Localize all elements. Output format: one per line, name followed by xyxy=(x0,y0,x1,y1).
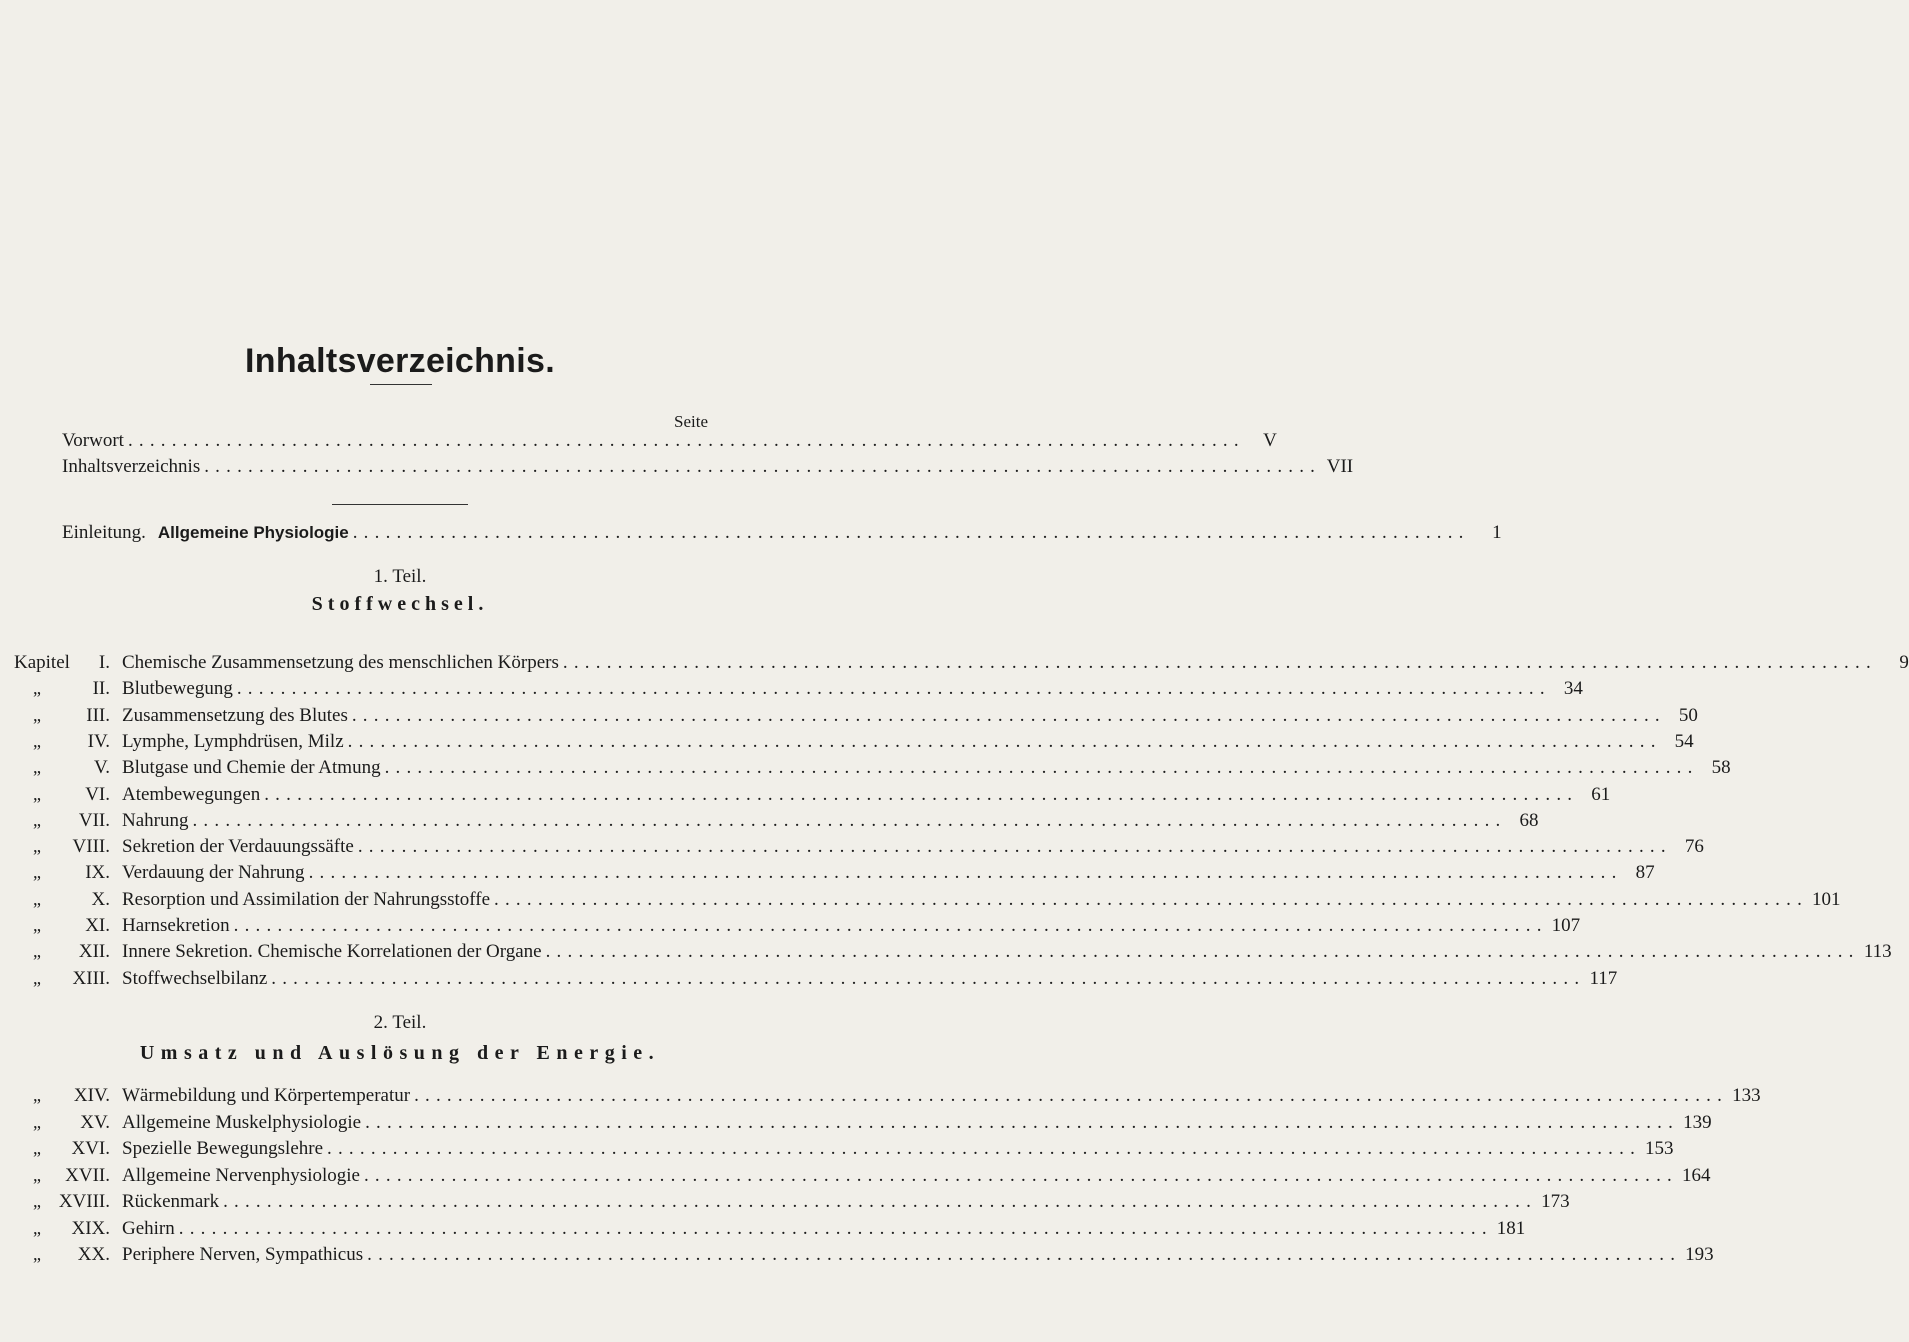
title-divider xyxy=(370,384,432,385)
chapter-number: X. xyxy=(91,888,110,910)
chapter-number: VII. xyxy=(78,809,110,831)
kapitel-label: Kapitel xyxy=(14,652,70,673)
toc-entry-page: 76 xyxy=(1684,836,1704,858)
toc-entry-label: Vorwort xyxy=(62,430,124,451)
toc-entry-prefix: Einleitung. xyxy=(62,522,146,543)
part2-heading: 2. Teil. xyxy=(373,1012,427,1033)
ditto-mark: „ xyxy=(33,915,41,935)
toc-entry[interactable] xyxy=(122,783,1611,806)
leader-dots: ........................................................................................................................ xyxy=(308,862,1623,884)
page-column-header: Seite xyxy=(674,412,708,431)
toc-entry-label: Gehirn xyxy=(122,1217,175,1239)
toc-entry-page: 173 xyxy=(1541,1191,1570,1212)
toc-entry[interactable] xyxy=(122,1085,1761,1107)
toc-entry-label: Lymphe, Lymphdrüsen, Milz xyxy=(122,730,344,752)
chapter-number: II. xyxy=(92,678,110,700)
ditto-mark: „ xyxy=(33,1217,41,1238)
toc-entry-page: 181 xyxy=(1496,1217,1526,1239)
toc-entry-page: 34 xyxy=(1563,678,1583,700)
ditto-mark: „ xyxy=(33,967,41,988)
leader-dots: ...................................................................................................... xyxy=(204,456,1322,477)
toc-entry-inhaltsverzeichnis[interactable] xyxy=(62,456,1354,478)
toc-entry-page: 133 xyxy=(1732,1085,1761,1106)
chapter-number: VIII. xyxy=(72,836,110,858)
toc-entry[interactable] xyxy=(122,678,1583,700)
ditto-mark: „ xyxy=(33,888,41,909)
toc-entry[interactable] xyxy=(122,1138,1674,1160)
leader-dots: ........................................................................................................................ xyxy=(327,1138,1642,1159)
toc-entry-einleitung[interactable] xyxy=(62,522,1502,544)
toc-entry-vorwort[interactable] xyxy=(62,430,1277,452)
toc-entry-page: 1 xyxy=(1492,522,1502,543)
chapter-number: VI. xyxy=(85,783,110,805)
toc-entry[interactable] xyxy=(122,862,1655,884)
toc-entry-page: 50 xyxy=(1678,704,1698,726)
part1-heading: 1. Teil. xyxy=(373,566,427,587)
chapter-number: XIX. xyxy=(71,1217,110,1239)
toc-entry[interactable] xyxy=(122,757,1731,779)
toc-entry-page: 139 xyxy=(1683,1111,1712,1133)
ditto-mark: „ xyxy=(33,809,41,830)
toc-entry-page: 61 xyxy=(1591,783,1611,805)
toc-entry-label: Spezielle Bewegungslehre xyxy=(122,1138,324,1159)
ditto-mark: „ xyxy=(33,730,41,751)
leader-dots: ........................................................................................................................ xyxy=(236,678,1551,700)
toc-entry-label: Nahrung xyxy=(122,809,189,831)
toc-entry[interactable] xyxy=(122,967,1618,990)
leader-dots: ........................................................................................................................ xyxy=(351,704,1666,726)
toc-entry[interactable] xyxy=(122,1217,1526,1240)
toc-entry-label: Rückenmark xyxy=(122,1191,220,1212)
toc-entry[interactable] xyxy=(122,704,1698,727)
chapter-number: I. xyxy=(98,652,110,673)
toc-entry-page: 87 xyxy=(1635,862,1655,884)
leader-dots: ........................................................................................................................ xyxy=(271,967,1586,989)
leader-dots: ........................................................................................................................ xyxy=(357,836,1672,858)
chapter-number: XIII. xyxy=(72,967,110,989)
chapter-number: XII. xyxy=(78,941,110,963)
leader-dots: ........................................................................................................................ xyxy=(562,652,1877,673)
ditto-mark: „ xyxy=(33,757,41,778)
ditto-mark: „ xyxy=(33,1244,41,1264)
toc-entry[interactable] xyxy=(122,809,1539,832)
chapter-number: IX. xyxy=(85,862,110,884)
ditto-mark: „ xyxy=(33,862,41,883)
leader-dots: ........................................................................................................................ xyxy=(192,809,1507,831)
leader-dots: ........................................................................................................................ xyxy=(347,730,1662,752)
ditto-mark: „ xyxy=(33,1138,41,1158)
leader-dots: ........................................................................................................................ xyxy=(178,1217,1493,1239)
ditto-mark: „ xyxy=(33,783,41,804)
ditto-mark: „ xyxy=(33,1111,41,1132)
leader-dots: ........................................................................................................................ xyxy=(264,783,1579,805)
toc-entry-label: Allgemeine Physiologie xyxy=(157,523,349,542)
toc-entry-label: Chemische Zusammensetzung des menschlichen Körpers xyxy=(122,652,559,673)
chapter-number: XI. xyxy=(85,915,110,936)
toc-entry-label: Inhaltsverzeichnis xyxy=(62,456,201,477)
chapter-number: III. xyxy=(86,704,110,726)
toc-entry[interactable] xyxy=(122,1111,1712,1134)
toc-entry-label: Resorption und Assimilation der Nahrungsstoffe xyxy=(122,888,491,910)
ditto-mark: „ xyxy=(33,1164,41,1185)
toc-entry-page: 193 xyxy=(1685,1244,1714,1265)
leader-dots: ........................................................................................................................ xyxy=(545,941,1860,963)
leader-dots: ...................................................................................................... xyxy=(127,430,1245,451)
toc-entry-page: 107 xyxy=(1551,915,1581,936)
leader-dots: ...................................................................................................... xyxy=(352,522,1470,543)
chapter-number: XVI. xyxy=(71,1138,110,1159)
chapter-number: XVII. xyxy=(65,1164,110,1186)
part2-subtitle: Umsatz und Auslösung der Energie. xyxy=(139,1042,661,1064)
ditto-mark: „ xyxy=(33,836,41,857)
ditto-mark: „ xyxy=(33,1085,41,1105)
leader-dots: ........................................................................................................................ xyxy=(414,1085,1729,1106)
toc-entry-label: Atembewegungen xyxy=(122,783,261,805)
toc-entry[interactable] xyxy=(122,1191,1570,1213)
toc-entry[interactable] xyxy=(122,1244,1714,1266)
toc-entry[interactable] xyxy=(122,888,1841,911)
toc-entry-label: Blutgase und Chemie der Atmung xyxy=(122,757,381,779)
toc-entry[interactable] xyxy=(122,836,1704,858)
chapter-number: XX. xyxy=(77,1244,110,1265)
chapter-number: XIV. xyxy=(73,1085,110,1106)
toc-entry-label: Allgemeine Muskelphysiologie xyxy=(122,1111,362,1133)
page-title: Inhaltsverzeichnis. xyxy=(245,342,555,380)
ditto-mark: „ xyxy=(33,1191,41,1211)
toc-entry[interactable] xyxy=(122,941,1892,963)
toc-entry-label: Wärmebildung und Körpertemperatur xyxy=(122,1085,411,1106)
toc-entry-label: Periphere Nerven, Sympathicus xyxy=(122,1244,364,1265)
toc-entry-label: Innere Sekretion. Chemische Korrelationen der Organe xyxy=(122,941,542,963)
toc-entry[interactable] xyxy=(122,915,1581,937)
ditto-mark: „ xyxy=(33,678,41,699)
toc-entry-label: Sekretion der Verdauungssäfte xyxy=(122,836,354,858)
leader-dots: ........................................................................................................................ xyxy=(494,888,1809,910)
ditto-mark: „ xyxy=(33,941,41,962)
toc-entry-page: 54 xyxy=(1674,730,1694,752)
leader-dots: ........................................................................................................................ xyxy=(365,1111,1680,1133)
toc-entry-page: 101 xyxy=(1812,888,1841,910)
chapter-number: IV. xyxy=(87,730,110,752)
part1-subtitle: Stoffwechsel. xyxy=(311,593,489,615)
toc-entry-page: VII xyxy=(1326,456,1354,477)
leader-dots: ........................................................................................................................ xyxy=(363,1164,1678,1186)
ditto-mark: „ xyxy=(33,704,41,725)
toc-entry-page: V xyxy=(1263,430,1277,451)
section-divider xyxy=(332,504,468,505)
toc-entry-page: 164 xyxy=(1681,1164,1711,1186)
toc-entry-label: Zusammensetzung des Blutes xyxy=(122,704,348,726)
leader-dots: ........................................................................................................................ xyxy=(384,757,1699,779)
chapter-number: V. xyxy=(93,757,110,779)
leader-dots: ........................................................................................................................ xyxy=(367,1244,1682,1265)
toc-entry[interactable] xyxy=(122,1164,1711,1187)
chapter-number: XVIII. xyxy=(58,1191,110,1212)
toc-entry-page: 153 xyxy=(1645,1138,1674,1159)
toc-entry-page: 113 xyxy=(1863,941,1892,963)
leader-dots: ........................................................................................................................ xyxy=(233,915,1548,936)
chapter-number: XV. xyxy=(80,1111,110,1133)
toc-entry-label: Allgemeine Nervenphysiologie xyxy=(122,1164,360,1186)
toc-entry-page: 9 xyxy=(1899,652,1909,673)
toc-entry-label: Harnsekretion xyxy=(122,915,230,936)
toc-entry-label: Blutbewegung xyxy=(122,678,233,700)
toc-entry-page: 58 xyxy=(1711,757,1731,779)
toc-entry[interactable] xyxy=(122,730,1694,753)
toc-entry-label: Stoffwechselbilanz xyxy=(122,967,268,989)
leader-dots: ........................................................................................................................ xyxy=(223,1191,1538,1212)
toc-entry[interactable] xyxy=(122,652,1909,674)
toc-entry-page: 117 xyxy=(1589,967,1618,989)
toc-entry-label: Verdauung der Nahrung xyxy=(122,862,305,884)
toc-entry-page: 68 xyxy=(1519,809,1539,831)
